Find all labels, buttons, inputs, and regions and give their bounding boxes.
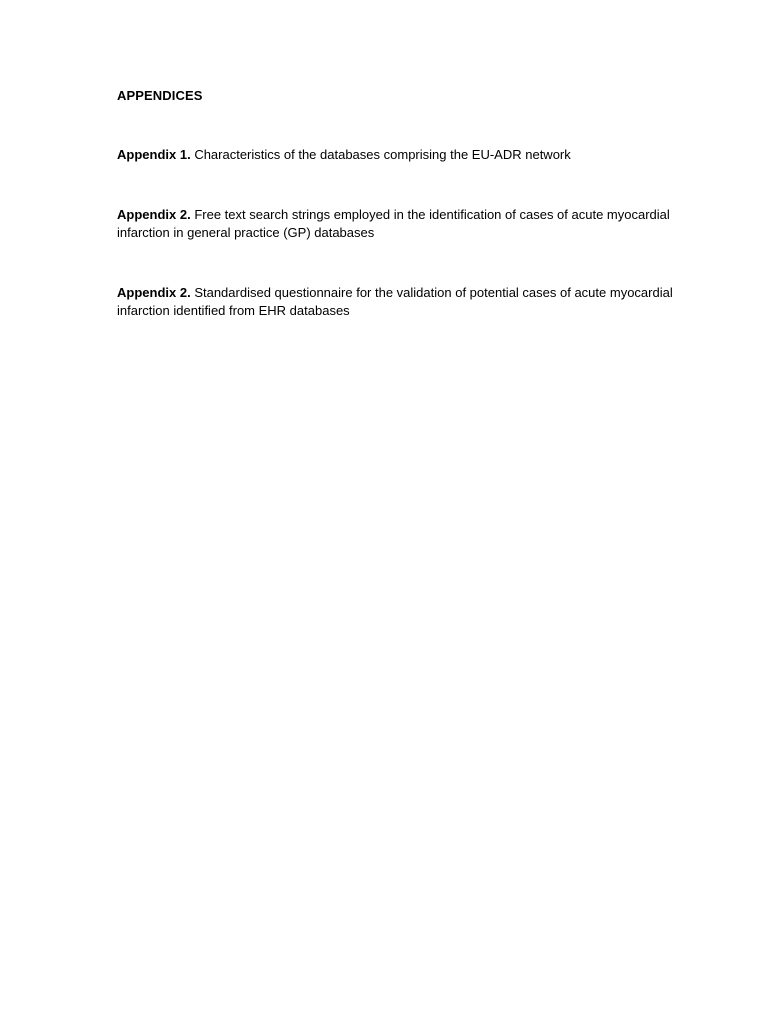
appendix-description: Free text search strings employed in the identification of cases of acute myocardial infarction in general practice (GP) databases xyxy=(117,207,670,240)
appendix-description: Characteristics of the databases comprising the EU-ADR network xyxy=(194,147,571,162)
appendix-description: Standardised questionnaire for the validation of potential cases of acute myocardial infarction identified from EHR databases xyxy=(117,285,673,318)
appendix-label: Appendix 1. xyxy=(117,147,191,162)
appendix-entry-3 xyxy=(117,284,677,320)
appendix-label: Appendix 2. xyxy=(117,207,191,222)
section-heading: APPENDICES xyxy=(117,88,203,103)
appendix-entry-2 xyxy=(117,206,677,242)
appendix-entry-1 xyxy=(117,146,677,164)
appendix-label: Appendix 2. xyxy=(117,285,191,300)
